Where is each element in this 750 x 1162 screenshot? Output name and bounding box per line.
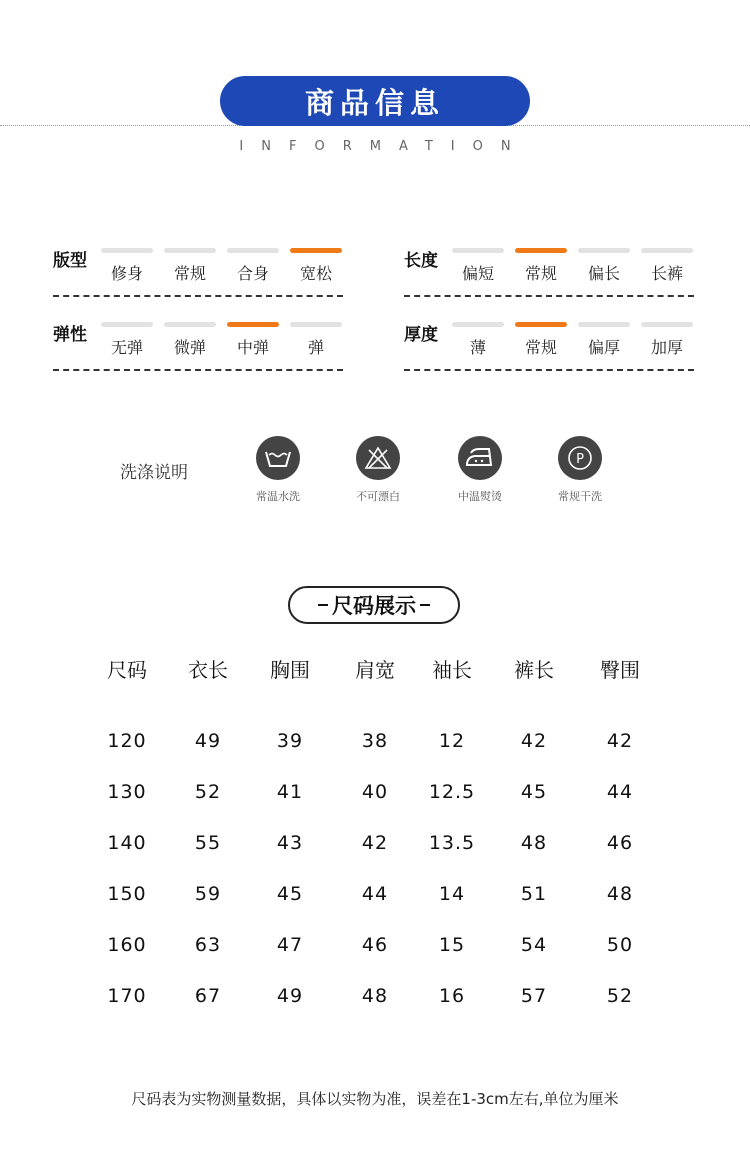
care-label: 洗涤说明 (120, 463, 188, 483)
size-chart-title-text: 尺码展示 (332, 594, 416, 618)
size-table-cell: 140 (107, 832, 147, 854)
care-item-label: 中温熨烫 (458, 490, 502, 503)
care-item (530, 436, 630, 504)
option-label: 修身 (110, 264, 143, 283)
option-bar (101, 248, 153, 253)
attribute-option (290, 322, 342, 358)
size-table-cell: 46 (361, 934, 389, 956)
attribute-option (164, 248, 216, 284)
option-bar (641, 248, 693, 253)
option-label: 加厚 (650, 338, 683, 357)
size-table-cell: 57 (520, 985, 548, 1007)
care-item (228, 436, 328, 504)
size-table-cell: 39 (276, 730, 304, 752)
option-label: 偏短 (461, 264, 494, 283)
size-footnote: 尺码表为实物测量数据，具体以实物为准，误差在1-3cm左右,单位为厘米 (131, 1090, 619, 1108)
option-label: 常规 (173, 264, 206, 283)
size-table-cell: 45 (520, 781, 548, 803)
attribute-option (515, 322, 567, 358)
size-table-cell: 49 (194, 730, 222, 752)
dashed-divider (53, 295, 343, 297)
size-table-cell: 50 (606, 934, 634, 956)
attribute-option (641, 322, 693, 358)
size-table-cell: 52 (606, 985, 634, 1007)
attribute-option (578, 248, 630, 284)
option-bar (290, 248, 342, 253)
size-table-cell: 52 (194, 781, 222, 803)
size-table-cell: 48 (520, 832, 548, 854)
option-label: 长裤 (650, 264, 683, 283)
option-label: 弹 (307, 338, 324, 357)
size-table-cell: 48 (361, 985, 389, 1007)
size-table-cell: 15 (438, 934, 466, 956)
care-item-label: 常温水洗 (256, 490, 300, 503)
size-table-cell: 67 (194, 985, 222, 1007)
care-item (430, 436, 530, 504)
size-table-cell: 42 (606, 730, 634, 752)
attribute-option (164, 322, 216, 358)
option-bar (227, 248, 279, 253)
size-table-cell: 14 (438, 883, 466, 905)
svg-text:P: P (576, 452, 584, 467)
title-dash (420, 604, 430, 606)
option-label: 宽松 (299, 264, 332, 283)
size-table-cell: 12.5 (428, 781, 476, 803)
option-bar (515, 322, 567, 327)
attribute-option (227, 248, 279, 284)
page-title: 商品信息 (220, 76, 530, 126)
size-table-cell: 16 (438, 985, 466, 1007)
option-label: 常规 (524, 264, 557, 283)
option-bar (452, 248, 504, 253)
dashed-divider (404, 369, 694, 371)
size-table-cell: 49 (276, 985, 304, 1007)
size-table-header: 尺码 (107, 658, 147, 682)
size-table-header: 胸围 (270, 658, 310, 682)
option-bar (101, 322, 153, 327)
attribute-option (101, 322, 153, 358)
size-table-cell: 63 (194, 934, 222, 956)
wash-basin-icon (256, 436, 300, 480)
size-table-cell: 12 (438, 730, 466, 752)
size-table-cell: 42 (520, 730, 548, 752)
attribute-option (578, 322, 630, 358)
option-bar (578, 248, 630, 253)
size-table-cell: 160 (107, 934, 147, 956)
attribute-option (227, 322, 279, 358)
attribute-label: 厚度 (404, 325, 438, 345)
care-item-label: 不可漂白 (356, 490, 400, 503)
attribute-label: 版型 (53, 251, 87, 271)
size-table-cell: 59 (194, 883, 222, 905)
attribute-option (641, 248, 693, 284)
size-table-cell: 38 (361, 730, 389, 752)
attribute-label: 长度 (404, 251, 438, 271)
option-label: 微弹 (173, 338, 206, 357)
attribute-option (452, 248, 504, 284)
option-label: 无弹 (110, 338, 143, 357)
size-table-cell: 45 (276, 883, 304, 905)
option-bar (641, 322, 693, 327)
dry-clean-icon (558, 436, 602, 480)
attribute-option (452, 322, 504, 358)
size-table-cell: 120 (107, 730, 147, 752)
page-subtitle: INFORMATION (239, 139, 529, 154)
size-table-cell: 41 (276, 781, 304, 803)
no-bleach-icon (356, 436, 400, 480)
size-table-cell: 43 (276, 832, 304, 854)
option-label: 偏厚 (587, 338, 620, 357)
title-dash (318, 604, 328, 606)
size-table-cell: 170 (107, 985, 147, 1007)
size-table-cell: 13.5 (428, 832, 476, 854)
option-label: 中弹 (236, 338, 269, 357)
dashed-divider (53, 369, 343, 371)
option-bar (164, 322, 216, 327)
size-table-cell: 40 (361, 781, 389, 803)
size-table-cell: 130 (107, 781, 147, 803)
size-table-header: 衣长 (188, 658, 228, 682)
size-table-cell: 51 (520, 883, 548, 905)
size-table-header: 裤长 (514, 658, 554, 682)
option-label: 偏长 (587, 264, 620, 283)
option-bar (227, 322, 279, 327)
size-table-cell: 47 (276, 934, 304, 956)
size-table-cell: 42 (361, 832, 389, 854)
attribute-option (290, 248, 342, 284)
attribute-option (101, 248, 153, 284)
iron-icon (458, 436, 502, 480)
size-table-header: 臀围 (600, 658, 640, 682)
size-table-cell: 55 (194, 832, 222, 854)
size-chart-title (288, 586, 460, 624)
care-item-label: 常规干洗 (558, 490, 602, 503)
size-table-header: 肩宽 (355, 658, 395, 682)
size-table-cell: 44 (606, 781, 634, 803)
option-bar (164, 248, 216, 253)
option-label: 常规 (524, 338, 557, 357)
dashed-divider (404, 295, 694, 297)
care-item (328, 436, 428, 504)
size-table-cell: 54 (520, 934, 548, 956)
option-label: 薄 (469, 338, 486, 357)
size-table-cell: 48 (606, 883, 634, 905)
size-table-header: 袖长 (432, 658, 472, 682)
size-table-cell: 46 (606, 832, 634, 854)
option-bar (578, 322, 630, 327)
attribute-option (515, 248, 567, 284)
option-bar (452, 322, 504, 327)
size-table-cell: 150 (107, 883, 147, 905)
option-bar (515, 248, 567, 253)
option-label: 合身 (236, 264, 269, 283)
attribute-label: 弹性 (53, 325, 87, 345)
option-bar (290, 322, 342, 327)
size-table-cell: 44 (361, 883, 389, 905)
